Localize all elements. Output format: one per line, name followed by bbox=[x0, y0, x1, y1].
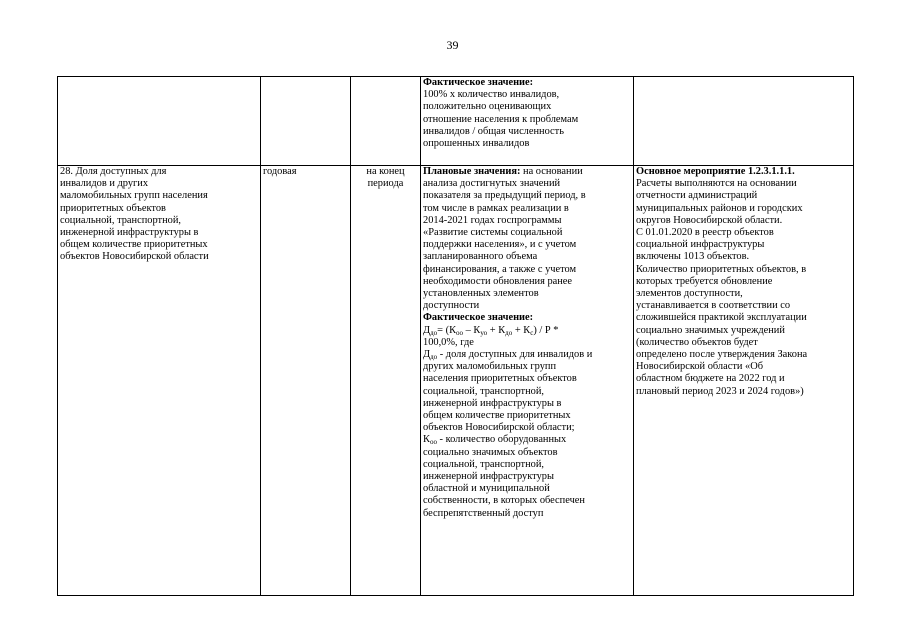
formula-part: + К bbox=[512, 324, 531, 336]
formula-subscript: до bbox=[505, 328, 513, 337]
text-line: положительно оценивающих bbox=[423, 101, 552, 113]
definition-line bbox=[423, 434, 631, 446]
text-line: объектов Новосибирской области bbox=[60, 251, 209, 263]
text-line: отношение населения к проблемам bbox=[423, 113, 579, 125]
text-line: округов Новосибирской области. bbox=[636, 214, 783, 226]
fact-text-lines bbox=[423, 89, 631, 150]
text-line: общем количестве приоритетных bbox=[423, 410, 571, 422]
text-line: включены 1013 объектов. bbox=[636, 251, 750, 263]
text-line: 100% х количество инвалидов, bbox=[423, 89, 560, 101]
text-line: определено после утверждения Закона bbox=[636, 349, 808, 361]
text-line: беспрепятственный доступ bbox=[423, 507, 544, 519]
text-line: социальной, транспортной, bbox=[423, 458, 544, 470]
formula-subscript: до bbox=[430, 328, 438, 337]
text-line: объектов Новосибирской области; bbox=[423, 422, 575, 434]
formula-subscript: оо bbox=[429, 438, 437, 447]
text-line: на конец bbox=[366, 166, 405, 177]
text-line: других маломобильных групп bbox=[423, 361, 557, 373]
plan-first-line-text: на основании bbox=[520, 166, 583, 177]
text-line: маломобильных групп населения bbox=[60, 190, 208, 202]
text-line: устанавливается в соответствии со bbox=[636, 300, 791, 312]
formula-part: + К bbox=[487, 324, 506, 336]
text-line: поддержки населения», и с учетом bbox=[423, 239, 577, 251]
plan-first-line bbox=[423, 166, 631, 178]
page-number: 39 bbox=[446, 38, 459, 52]
cell-periodicity bbox=[261, 77, 351, 166]
cell-data-source bbox=[634, 166, 854, 596]
text-line: отчетности администраций bbox=[636, 190, 758, 202]
cell-period-type bbox=[351, 77, 421, 166]
periodicity-value: годовая bbox=[263, 166, 297, 177]
cell-calculation-method bbox=[421, 166, 634, 596]
text-line: приоритетных объектов bbox=[60, 202, 166, 214]
table-row bbox=[58, 166, 854, 596]
formula-part: Д bbox=[423, 324, 431, 336]
plan-heading: Плановые значения: bbox=[423, 166, 521, 177]
text-line: установленных элементов bbox=[423, 288, 539, 300]
text-line: 2014-2021 годах госпрограммы bbox=[423, 214, 562, 226]
text-line: запланированного объема bbox=[423, 251, 538, 263]
text-line: общем количестве приоритетных bbox=[60, 239, 208, 251]
text-line: «Развитие системы социальной bbox=[423, 227, 563, 239]
measure-heading: Основное мероприятие 1.2.3.1.1.1. bbox=[636, 166, 795, 177]
formula-part: = (К bbox=[437, 324, 457, 336]
text-line: периода bbox=[367, 178, 404, 190]
formula-subscript: оо bbox=[456, 328, 464, 337]
text-line: муниципальных районов и городских bbox=[636, 202, 803, 214]
text-line: доступности bbox=[423, 300, 480, 312]
cell-indicator-name bbox=[58, 77, 261, 166]
cell-period-type bbox=[351, 166, 421, 596]
formula-subscript: с bbox=[530, 328, 534, 337]
text-line: сложившейся практикой эксплуатации bbox=[636, 312, 807, 324]
text-line: социально значимых учреждений bbox=[636, 324, 785, 336]
formula-subscript: до bbox=[430, 353, 438, 362]
text-line: собственности, в которых обеспечен bbox=[423, 495, 585, 507]
text-line: опрошенных инвалидов bbox=[423, 138, 530, 150]
text-line: областном бюджете на 2022 год и bbox=[636, 373, 785, 385]
definition-text: - доля доступных для инвалидов и bbox=[437, 349, 593, 361]
text-line: инженерной инфраструктуры в bbox=[60, 227, 199, 239]
text-line: плановый период 2023 и 2024 годов») bbox=[636, 385, 804, 397]
text-line: населения приоритетных объектов bbox=[423, 373, 577, 385]
formula-subscript: уо bbox=[480, 328, 488, 337]
text-line: том числе в рамках реализации в bbox=[423, 202, 569, 214]
text-line: областной и муниципальной bbox=[423, 483, 550, 495]
text-line: инженерной инфраструктуры bbox=[423, 471, 554, 483]
text-line: показателя за предыдущий период, в bbox=[423, 190, 586, 202]
text-line: инженерной инфраструктуры в bbox=[423, 397, 562, 409]
formula-part: ) / Р * bbox=[533, 324, 559, 336]
fact-heading: Фактическое значение: bbox=[423, 77, 534, 88]
formula-line bbox=[423, 325, 631, 337]
formula-part: – К bbox=[463, 324, 481, 336]
text-line: социальной инфраструктуры bbox=[636, 239, 765, 251]
text-line: анализа достигнутых значений bbox=[423, 178, 561, 190]
text-line: инвалидов и других bbox=[60, 178, 149, 190]
definition-line bbox=[423, 349, 631, 361]
text-line: С 01.01.2020 в реестр объектов bbox=[636, 227, 774, 239]
indicator-table bbox=[57, 76, 854, 596]
text-line: элементов доступности, bbox=[636, 288, 743, 300]
cell-periodicity bbox=[261, 166, 351, 596]
text-line: социальной, транспортной, bbox=[423, 385, 544, 397]
text-line: Количество приоритетных объектов, в bbox=[636, 263, 807, 275]
text-line: которых требуется обновление bbox=[636, 275, 773, 287]
text-line: Расчеты выполняются на основании bbox=[636, 178, 797, 190]
definition-symbol: Д bbox=[423, 349, 431, 361]
cell-indicator-name bbox=[58, 166, 261, 596]
text-line: финансирования, а также с учетом bbox=[423, 263, 577, 275]
table-row bbox=[58, 77, 854, 166]
text-line: социально значимых объектов bbox=[423, 446, 558, 458]
text-line: социальной, транспортной, bbox=[60, 214, 181, 226]
text-line: (количество объектов будет bbox=[636, 336, 758, 348]
cell-data-source bbox=[634, 77, 854, 166]
definition-text: - количество оборудованных bbox=[436, 434, 567, 446]
text-line: Новосибирской области «Об bbox=[636, 361, 764, 373]
formula-line: 100,0%, где bbox=[423, 336, 474, 348]
cell-calculation-method bbox=[421, 77, 634, 166]
definition-symbol: К bbox=[423, 434, 430, 446]
text-line: 28. Доля доступных для bbox=[60, 166, 167, 177]
fact-heading: Фактическое значение: bbox=[423, 312, 534, 324]
text-line: инвалидов / общая численность bbox=[423, 125, 564, 137]
text-line: необходимости обновления ранее bbox=[423, 275, 573, 287]
